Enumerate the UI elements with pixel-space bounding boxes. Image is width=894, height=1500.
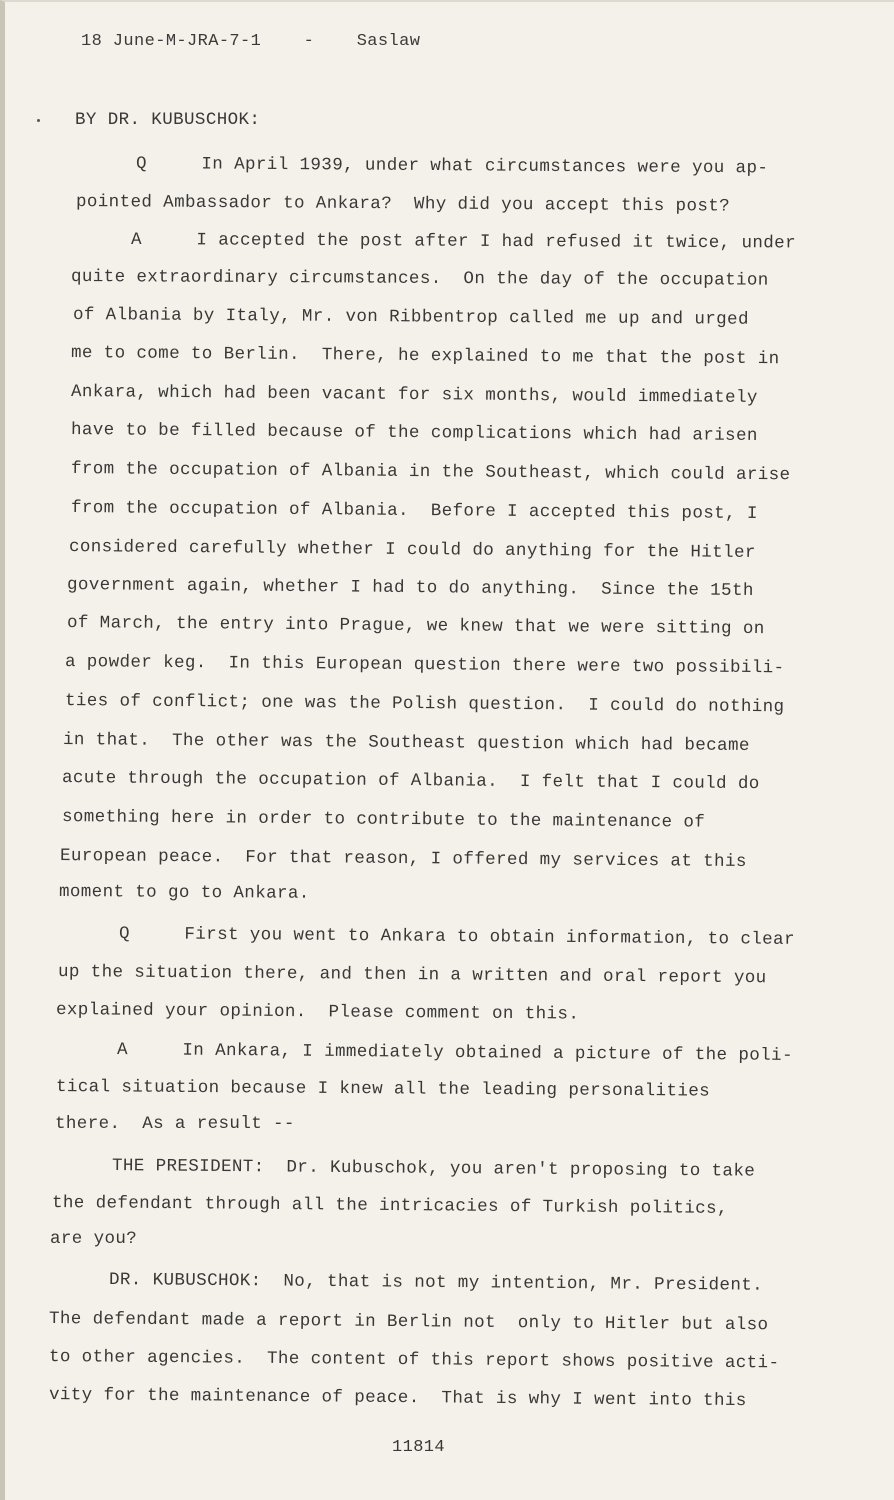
text-line: in that. The other was the Southeast question which had became [62, 730, 750, 756]
text-line: acute through the occupation of Albania. I felt that I could do [61, 768, 760, 795]
speaker-line: DR. KUBUSCHOK: No, that is not my intention, Mr. President. [108, 1270, 764, 1296]
text-line: The defendant made a report in Berlin not only to Hitler but also [48, 1309, 769, 1336]
text-line: the defendant through all the intricacies of Turkish politics, [51, 1193, 728, 1219]
text-line: A In Ankara, I immediately obtained a picture of the poli- [116, 1040, 793, 1066]
page-number: 11814 [392, 1438, 446, 1457]
text-line: tical situation because I knew all the leading personalities [55, 1077, 711, 1102]
header-separator: - [303, 32, 315, 51]
text-line: moment to go to Ankara. [58, 882, 310, 904]
punch-mark [37, 119, 40, 122]
text-line: have to be filled because of the complications which had arisen [70, 420, 758, 446]
text-line: ties of conflict; one was the Polish question. I could do nothing [64, 691, 785, 718]
text-line: up the situation there, and then in a written and oral report you [57, 962, 767, 989]
text-line: considered carefully whether I could do anything for the Hitler [68, 537, 756, 563]
text-line: of Albania by Italy, Mr. von Ribbentrop called me up and urged [72, 305, 749, 330]
text-line: Ankara, which had been vacant for six months, would immediately [70, 382, 758, 408]
text-line: there. As a result -- [55, 1114, 295, 1134]
text-line: something here in order to contribute to the maintenance of [61, 807, 706, 833]
text-line: to other agencies. The content of this report shows positive acti- [48, 1347, 780, 1374]
text-line: from the occupation of Albania in the Southeast, which could arise [70, 459, 791, 486]
speaker-line: THE PRESIDENT: Dr. Kubuschok, you aren't proposing to take [111, 1156, 756, 1182]
text-line: A I accepted the post after I had refused it twice, under [130, 230, 797, 254]
text-line: are you? [50, 1229, 138, 1249]
text-line: me to come to Berlin. There, he explained to me that the post in [70, 343, 780, 370]
text-line: of March, the entry into Prague, we knew that we were sitting on [66, 613, 765, 640]
text-line: Q In April 1939, under what circumstances were you ap- [135, 154, 769, 179]
text-line: European peace. For that reason, I offered my services at this [59, 846, 747, 872]
text-line: government again, whether I had to do anything. Since the 15th [66, 575, 754, 601]
text-line: vity for the maintenance of peace. That is why I went into this [48, 1385, 747, 1412]
reporter-name: Saslaw [356, 32, 421, 51]
page-header [81, 32, 420, 51]
text-line: quite extraordinary circumstances. On the day of the occupation [70, 267, 769, 291]
text-line: explained your opinion. Please comment on this. [55, 1000, 580, 1025]
transcript-reference: 18 June-M-JRA-7-1 [81, 32, 262, 51]
text-line: Q First you went to Ankara to obtain information, to clear [118, 924, 795, 950]
text-line: a powder keg. In this European question there were two possibili- [64, 652, 785, 679]
text-line: from the occupation of Albania. Before I accepted this post, I [70, 498, 758, 524]
text-line: pointed Ambassador to Ankara? Why did you accept this post? [75, 192, 731, 217]
examiner-heading: BY DR. KUBUSCHOK: [75, 110, 261, 130]
